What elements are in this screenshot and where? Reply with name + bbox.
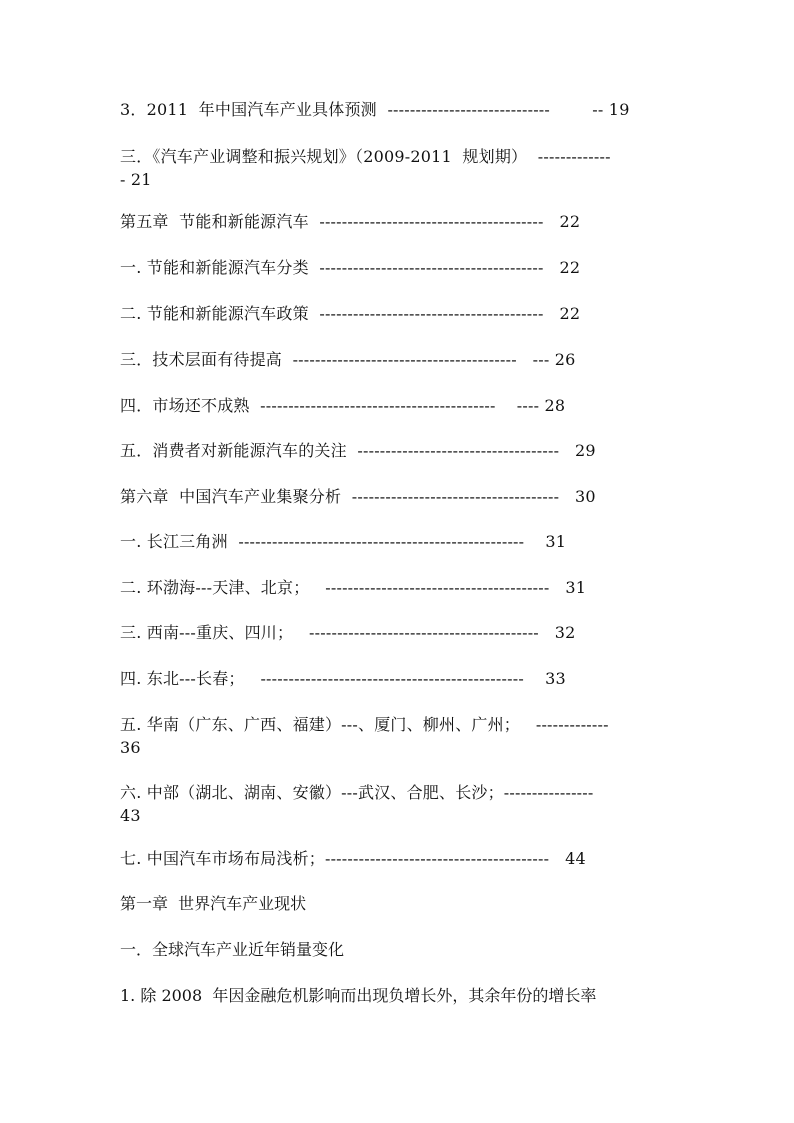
toc-entry-6-3: 三. 西南---重庆、四川； ----------------------------------------- 32 — [120, 623, 576, 642]
toc-entry-6-6-page: 43 — [120, 806, 141, 825]
toc-entry-chapter-5: 第五章 节能和新能源汽车 ---------------------------------------- 22 — [120, 212, 581, 231]
toc-entry-revitalization-plan: 三．《汽车产业调整和振兴规划》（2009-2011 规划期） ------------- — [120, 147, 611, 166]
toc-entry-5-2: 二. 节能和新能源汽车政策 ---------------------------------------- 22 — [120, 304, 581, 323]
toc-entry-5-1: 一. 节能和新能源汽车分类 ---------------------------------------- 22 — [120, 258, 581, 277]
toc-entry-5-4: 四．市场还不成熟 ------------------------------------------ ---- 28 — [120, 396, 566, 415]
toc-entry-6-7: 七. 中国汽车市场布局浅析；---------------------------------------- 44 — [120, 849, 586, 868]
toc-entry-5-3: 三．技术层面有待提高 ---------------------------------------- --- 26 — [120, 350, 576, 369]
section-1-title: 一．全球汽车产业近年销量变化 — [120, 940, 345, 959]
chapter-1-title: 第一章 世界汽车产业现状 — [120, 894, 307, 913]
toc-entry-6-5: 五. 华南（广东、广西、福建）---、厦门、柳州、广州； ------------- — [120, 715, 609, 734]
toc-entry-6-5-page: 36 — [120, 738, 141, 757]
toc-entry-6-2: 二. 环渤海---天津、北京； ---------------------------------------- 31 — [120, 578, 587, 597]
body-paragraph: 1. 除 2008 年因金融危机影响而出现负增长外，其余年份的增长率 — [120, 986, 597, 1005]
toc-entry-6-1: 一. 长江三角洲 --------------------------------------------------- 31 — [120, 532, 567, 551]
toc-entry-5-5: 五．消费者对新能源汽车的关注 ------------------------------------ 29 — [120, 441, 596, 460]
toc-entry-6-6: 六. 中部（湖北、湖南、安徽）---武汉、合肥、长沙；---------------- — [120, 783, 594, 802]
toc-entry-chapter-6: 第六章 中国汽车产业集聚分析 ------------------------------------- 30 — [120, 487, 596, 506]
toc-entry-6-4: 四. 东北---长春； ----------------------------------------------- 33 — [120, 669, 566, 688]
toc-entry-revitalization-plan-page: - 21 — [120, 170, 152, 189]
toc-entry-3-2011-forecast: 3．2011 年中国汽车产业具体预测 ----------------------------- -- 19 — [120, 100, 630, 119]
